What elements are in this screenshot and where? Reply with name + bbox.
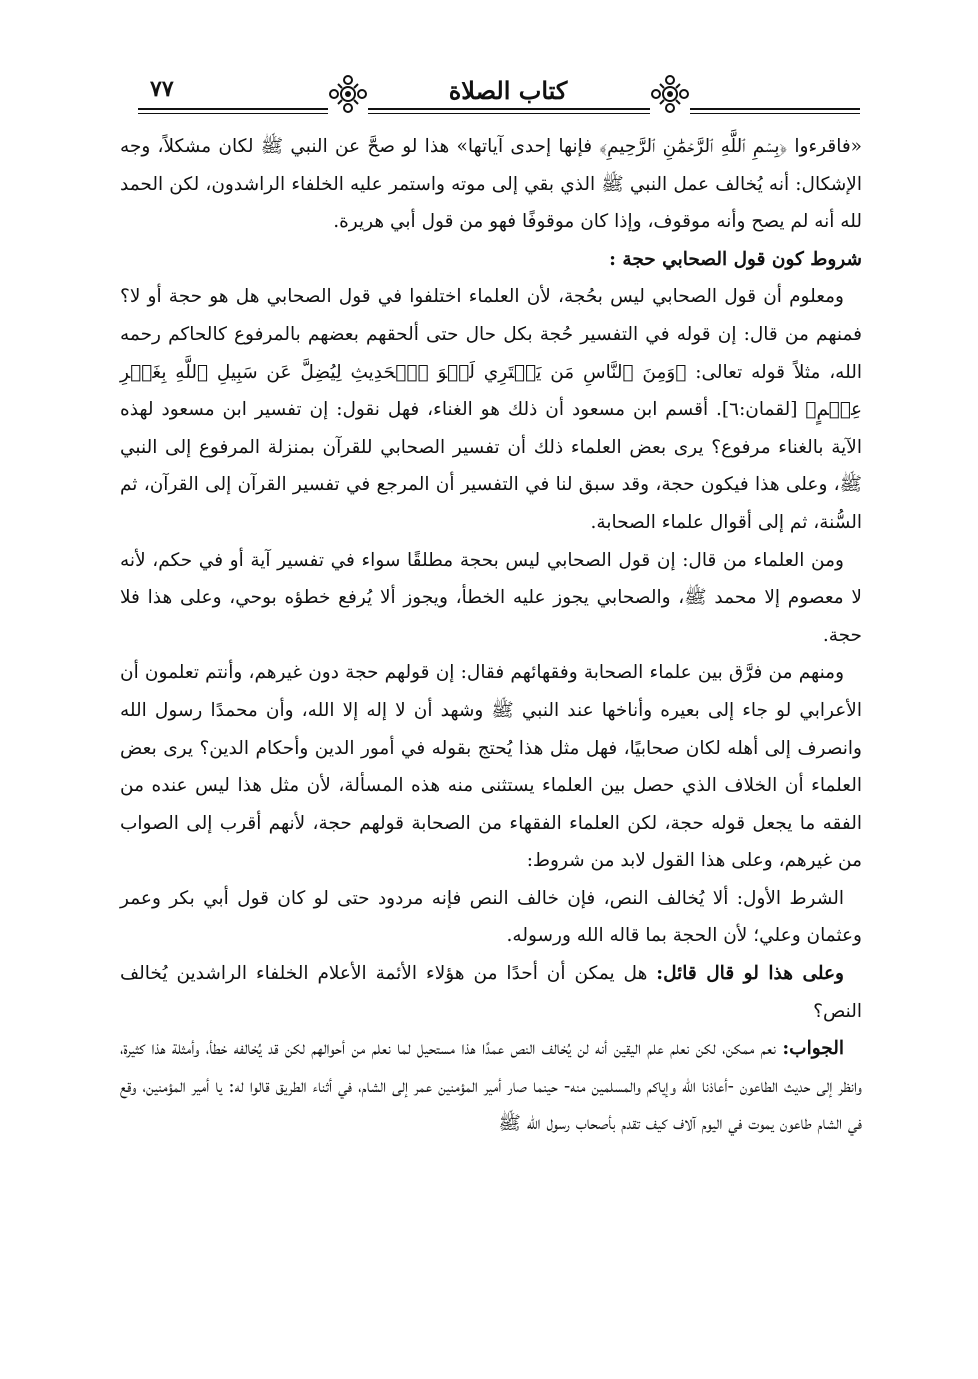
page-number: ٧٧ xyxy=(144,76,180,102)
answer-text: نعم ممكن، لكن نعلم علم اليقين أنه لن يُخالف النص عمدًا هذا مستحيل لما نعلم من أحوالهم لكن قد يُخالفه خطأ، وأمثلة هذا كثيرة، وانظر إلى حديث الطاعون -أعاذنا الله وإياكم والمسلمين منه- حينما صار أمير المؤمنين عمر إلى الشام، في أثناء الطريق قالوا له: يا أمير المؤمنين، وقع في الشام طاعون يموت في اليوم آلاف كيف تقدم بأصحاب رسول الله ﷺ xyxy=(120,1038,862,1135)
paragraph: ومعلوم أن قول الصحابي ليس بحُجة، لأن العلماء اختلفوا في قول الصحابي هل هو حجة أو لا؟ فمنهم من قال: إن قوله في التفسير حُجة بكل حال حتى ألحقهم بعضهم بالمرفوع كالحاكم رحمه الله، مثلاً قوله تعالى: ﴿وَمِنَ ٱلنَّاسِ مَن يَشۡتَرِي لَهۡوَ ٱلۡحَدِيثِ لِيُضِلَّ عَن سَبِيلِ ٱللَّهِ بِغَيۡرِ عِلۡمٍ﴾ [لقمان:٦]. أقسم ابن مسعود أن ذلك هو الغناء، فهل نقول: إن تفسير ابن مسعود لهذه الآية بالغناء مرفوع؟ يرى بعض العلماء ذلك أن تفسير الصحابي للقرآن بمنزلة المرفوع إلى النبي ﷺ، وعلى هذا فيكون حجة، وقد سبق لنا في التفسير أن المرجع في تفسير القرآن إلى القرآن، ثم السُّنة، ثم إلى أقوال علماء الصحابة. xyxy=(120,286,863,533)
section-heading: شروط كون قول الصحابي حجة : xyxy=(609,248,862,270)
paragraph: ومن العلماء من قال: إن قول الصحابي ليس بحجة مطلقًا سواء في تفسير آية أو في حكم، لأنه لا معصوم إلا محمد ﷺ، والصحابي يجوز عليه الخطأ، ويجوز ألا يُرفع خطؤه بوحي، وعلى هذا فلا حجة. xyxy=(120,549,862,646)
answer-lead: الجواب: xyxy=(782,1038,844,1060)
question-text: هل يمكن أن أحدًا من هؤلاء الأئمة الأعلام الخلفاء الراشدين يُخالف النص؟ xyxy=(120,963,862,1022)
paragraph xyxy=(120,1030,862,1143)
question-lead: وعلى هذا لو قال قائل: xyxy=(656,963,844,985)
paragraph: ومنهم من فرَّق بين علماء الصحابة وفقهائهم فقال: إن قولهم حجة دون غيرهم، وأنتم تعلمون أن الأعرابي لو جاء إلى بعيره وأناخها عند النبي ﷺ وشهد أن لا إله إلا الله، وأن محمدًا رسول الله وانصرف إلى أهله لكان صحابيًا، فهل مثل هذا يُحتج بقوله في أمور الدين وأحكام الدين؟ يرى بعض العلماء أن الخلاف الذي حصل بين العلماء يستثنى منه هذه المسألة، لأن مثل هذا ليس عنده من الفقه ما يجعل قوله حجة، لكن العلماء الفقهاء من الصحابة قولهم حجة، لأنهم أقرب إلى الصواب من غيرهم، وعلى هذا القول لابد من شروط: xyxy=(120,662,862,872)
header-rule xyxy=(138,108,860,110)
paragraph: الشرط الأول: ألا يُخالف النص، فإن خالف النص فإنه مردود حتى لو كان قول أبي بكر وعمر وعثمان وعلي؛ لأن الحجة بما قاله الله ورسوله. xyxy=(120,887,862,947)
header-rule-thin xyxy=(138,113,860,114)
floral-ornament-icon xyxy=(650,72,690,116)
page-body xyxy=(120,128,862,1143)
floral-ornament-icon xyxy=(328,72,368,116)
running-title: كتاب الصلاة xyxy=(398,76,618,105)
paragraph xyxy=(120,955,862,1030)
paragraph: «فاقرءوا ﴿بِسۡمِ ٱللَّهِ ٱلرَّحۡمَٰنِ ٱلرَّحِيمِ﴾ فإنها إحدى آياتها» هذا لو صحَّ عن النبي ﷺ لكان مشكلاً، وجه الإشكال: أنه يُخالف عمل النبي ﷺ الذي بقي إلى موته واستمر عليه الخلفاء الراشدون، لكن الحمد لله أنه لم يصح وأنه موقوف، وإذا كان موقوفًا فهو من قول أبي هريرة. xyxy=(120,136,862,233)
page-header xyxy=(138,72,860,122)
